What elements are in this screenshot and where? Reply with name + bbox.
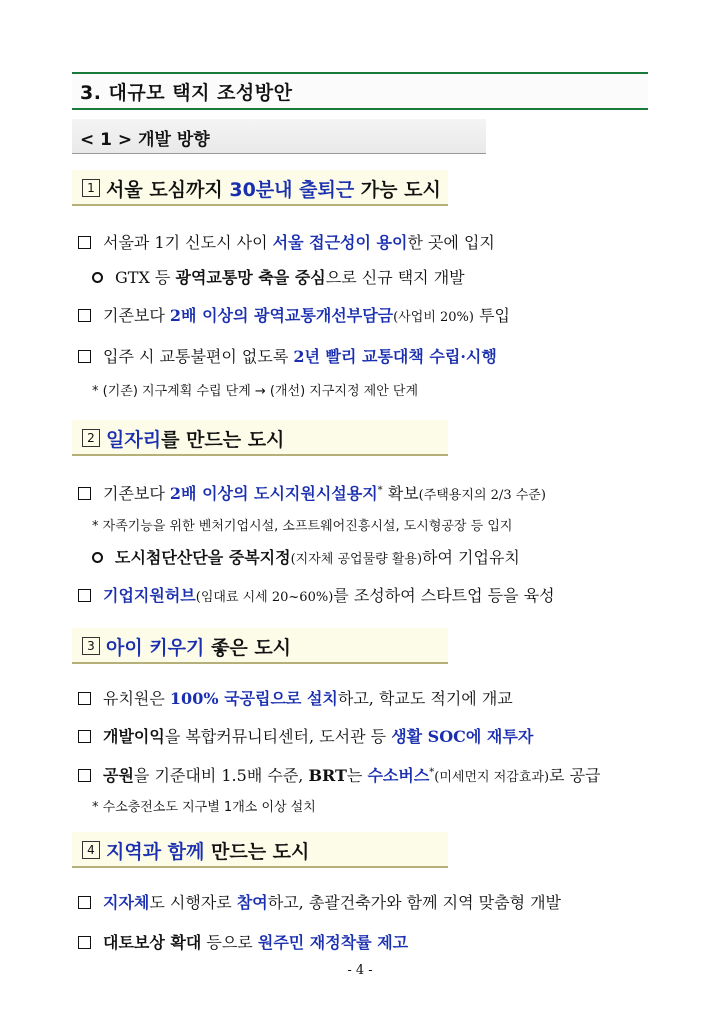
checkbox-icon <box>78 936 91 949</box>
goal-number: 2 <box>82 429 100 447</box>
goal-number: 3 <box>82 637 100 655</box>
goal-number: 1 <box>82 179 100 197</box>
sub-item: 도시첨단산단을 중복지정(지자체 공업물량 활용)하여 기업유치 <box>92 545 520 568</box>
goal-box-1: 1 서울 도심까지 30분내 출퇴근 가능 도시 <box>72 170 448 206</box>
checkbox-icon <box>78 896 91 909</box>
footnote: * (기존) 지구계획 수립 단계 → (개선) 지구지정 제안 단계 <box>92 384 419 399</box>
checkbox-icon <box>78 589 91 602</box>
circle-bullet-icon <box>92 272 103 283</box>
section-title: 3. 대규모 택지 조성방안 <box>72 72 648 110</box>
list-item: 기업지원허브(임대료 시세 20~60%)를 조성하여 스타트업 등을 육성 <box>78 583 555 606</box>
footnote: * 자족기능을 위한 벤처기업시설, 소프트웨어진흥시설, 도시형공장 등 입지 <box>92 519 513 534</box>
list-item: 공원을 기준대비 1.5배 수준, BRT는 수소버스*(미세먼지 저감효과)로 공급 <box>78 763 601 786</box>
footnote: * 수소충전소도 지구별 1개소 이상 설치 <box>92 800 316 815</box>
checkbox-icon <box>78 487 91 500</box>
checkbox-icon <box>78 236 91 249</box>
list-item: 기존보다 2배 이상의 광역교통개선부담금(사업비 20%) 투입 <box>78 303 510 326</box>
list-item: 유치원은 100% 국공립으로 설치하고, 학교도 적기에 개교 <box>78 686 513 709</box>
list-item: 기존보다 2배 이상의 도시지원시설용지* 확보(주택용지의 2/3 수준) <box>78 481 546 504</box>
checkbox-icon <box>78 769 91 782</box>
list-item: 대토보상 확대 등으로 원주민 재정착률 제고 <box>78 930 408 953</box>
list-item: 지자체도 시행자로 참여하고, 총괄건축가와 함께 지역 맞춤형 개발 <box>78 890 561 913</box>
checkbox-icon <box>78 692 91 705</box>
page-number: - 4 - <box>347 963 373 978</box>
list-item: 입주 시 교통불편이 없도록 2년 빨리 교통대책 수립·시행 <box>78 344 497 367</box>
goal-number: 4 <box>82 841 100 859</box>
sub-heading: < 1 > 개발 방향 <box>72 119 486 154</box>
goal-box-2: 2 일자리를 만드는 도시 <box>72 420 448 456</box>
checkbox-icon <box>78 350 91 363</box>
list-item: 개발이익을 복합커뮤니티센터, 도서관 등 생활 SOC에 재투자 <box>78 724 533 747</box>
list-item: 서울과 1기 신도시 사이 서울 접근성이 용이한 곳에 입지 <box>78 230 495 253</box>
goal-box-3: 3 아이 키우기 좋은 도시 <box>72 628 448 664</box>
goal-box-4: 4 지역과 함께 만드는 도시 <box>72 832 448 868</box>
circle-bullet-icon <box>92 552 103 563</box>
checkbox-icon <box>78 730 91 743</box>
checkbox-icon <box>78 309 91 322</box>
sub-item: GTX 등 광역교통망 축을 중심으로 신규 택지 개발 <box>92 265 465 288</box>
